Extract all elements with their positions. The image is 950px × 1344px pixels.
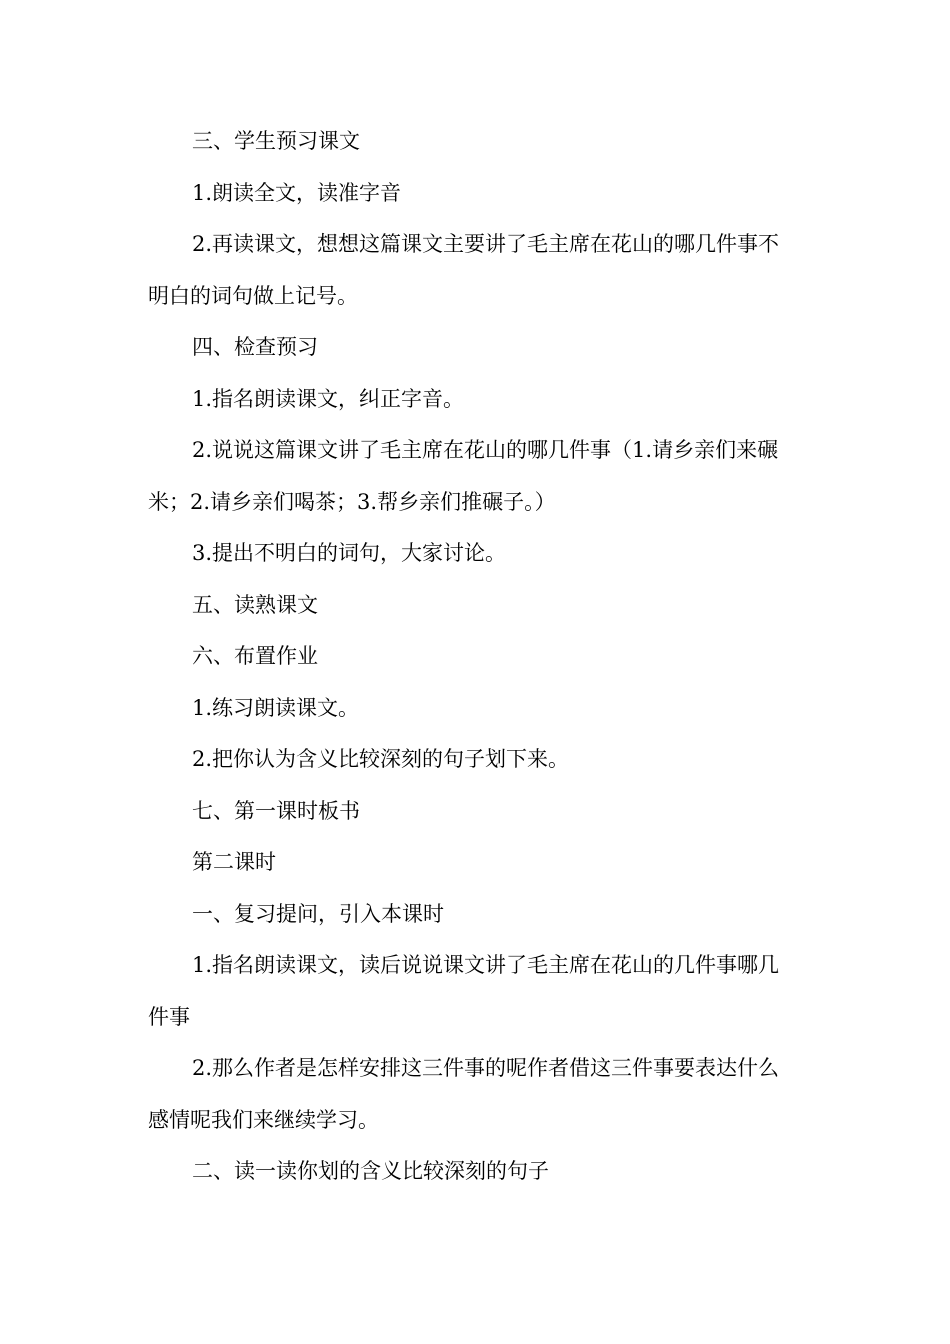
paragraph: 1.练习朗读课文。	[192, 695, 360, 720]
paragraph: 2.那么作者是怎样安排这三件事的呢作者借这三件事要表达什么感情呢我们来继续学习。	[148, 1056, 780, 1132]
paragraph: 1.朗读全文，读准字音	[192, 180, 402, 205]
heading-read-fluently: 五、读熟课文	[192, 592, 318, 617]
paragraph: 2.说说这篇课文讲了毛主席在花山的哪几件事（1.请乡亲们来碾米；2.请乡亲们喝茶；3.帮乡亲们推碾子。）	[148, 438, 779, 514]
heading-check-preview: 四、检查预习	[192, 335, 318, 359]
heading-blackboard: 七、第一课时板书	[192, 798, 360, 823]
heading-second-period: 第二课时	[192, 850, 276, 874]
paragraph: 3.提出不明白的词句，大家讨论。	[192, 541, 507, 565]
heading-read-sentences: 二、读一读你划的含义比较深刻的句子	[192, 1159, 549, 1183]
paragraph: 2.把你认为含义比较深刻的句子划下来。	[192, 747, 570, 771]
heading-review: 一、复习提问，引入本课时	[192, 901, 444, 926]
heading-preview-lesson: 三、学生预习课文	[192, 129, 360, 153]
paragraph: 1.指名朗读课文，读后说说课文讲了毛主席在花山的几件事哪几件事	[148, 953, 780, 1029]
heading-homework: 六、布置作业	[192, 644, 318, 668]
document-body	[148, 116, 798, 1198]
paragraph: 2.再读课文，想想这篇课文主要讲了毛主席在花山的哪几件事不明白的词句做上记号。	[148, 232, 780, 308]
paragraph: 1.指名朗读课文，纠正字音。	[192, 386, 465, 411]
